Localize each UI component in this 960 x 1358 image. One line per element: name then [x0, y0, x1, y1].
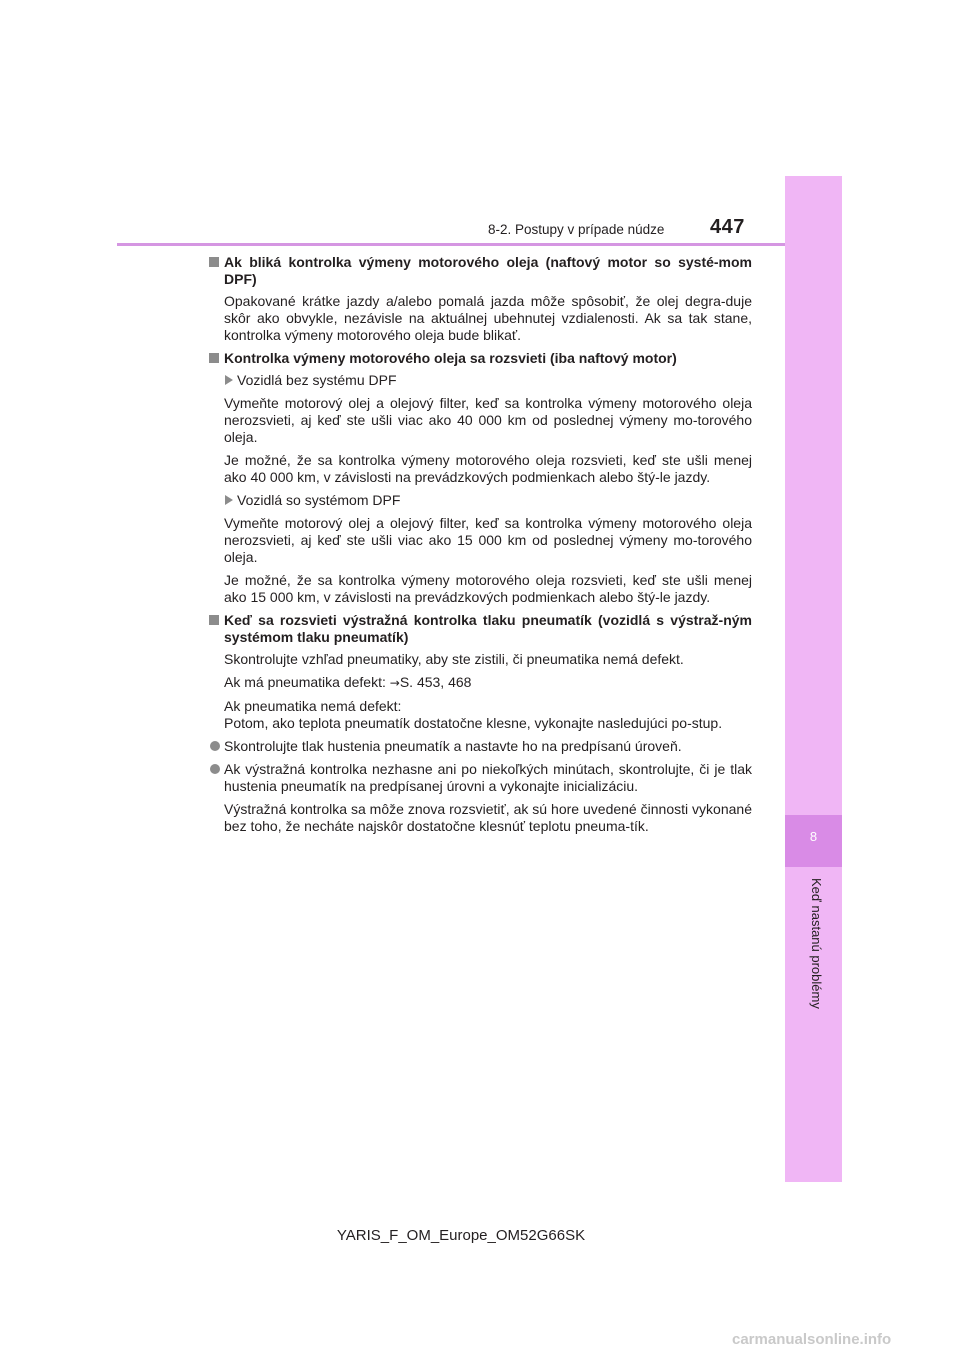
paragraph: Opakované krátke jazdy a/alebo pomalá jazda môže spôsobiť, že olej degra-duje skôr ako obvykle, nezávisle na aktuálnej ubehnutej vzdialenosti. Ak sa tak stane, kontrolka výmeny motorového oleja bude blikať.: [224, 293, 752, 343]
paragraph: Vymeňte motorový olej a olejový filter, keď sa kontrolka výmeny motorového oleja nerozsvieti, aj keď ste ušli viac ako 40 000 km od poslednej výmeny mo-torového oleja.: [224, 395, 752, 445]
circle-bullet-icon: [210, 741, 220, 751]
chapter-number: 8: [809, 829, 818, 844]
section-title: 8-2. Postupy v prípade núdze: [488, 222, 665, 237]
paragraph: Ak pneumatika nemá defekt: Potom, ako teplota pneumatík dostatočne klesne, vykonajte nasledujúci po-stup.: [224, 698, 723, 731]
arrow-right-icon: →: [389, 676, 400, 690]
footer-doc-id: YARIS_F_OM_Europe_OM52G66SK: [336, 1227, 586, 1244]
page-reference-link[interactable]: S. 453, 468: [399, 674, 472, 690]
square-bullet-icon: [209, 257, 219, 267]
paragraph: Vymeňte motorový olej a olejový filter, keď sa kontrolka výmeny motorového oleja nerozsvieti, aj keď ste ušli viac ako 15 000 km od poslednej výmeny mo-torového oleja.: [224, 515, 752, 565]
paragraph-reference: Ak má pneumatika defekt: →S. 453, 468: [224, 674, 472, 690]
triangle-arrow-icon: [225, 495, 233, 505]
chapter-side-strip: [785, 176, 842, 1182]
page-number: 447: [710, 216, 745, 238]
triangle-arrow-icon: [225, 375, 233, 385]
list-item: Ak výstražná kontrolka nezhasne ani po niekoľkých minútach, skontrolujte, či je tlak hustenia pneumatík na predpísanej úrovni a vykonajte inicializáciu.: [207, 761, 752, 795]
list-item: Skontrolujte tlak hustenia pneumatík a nastavte ho na predpísanú úroveň.: [207, 738, 752, 755]
subheading: Vozidlá so systémom DPF: [207, 492, 752, 509]
subheading: Vozidlá bez systému DPF: [207, 372, 752, 389]
square-bullet-icon: [209, 615, 219, 625]
paragraph: Je možné, že sa kontrolka výmeny motorového oleja rozsvieti, keď ste ušli menej ako 40 000 km, v závislosti na prevádzkových podmienkach alebo štý-le jazdy.: [224, 452, 752, 485]
watermark: carmanualsonline.info: [732, 1331, 892, 1348]
section-heading: Ak bliká kontrolka výmeny motorového oleja (naftový motor so systé-mom DPF): [207, 254, 752, 288]
section-heading: Keď sa rozsvieti výstražná kontrolka tlaku pneumatík (vozidlá s výstraž-ným systémom tlaku pneumatík): [207, 612, 752, 646]
chapter-label: Keď nastanú problémy: [809, 878, 824, 1009]
paragraph: Je možné, že sa kontrolka výmeny motorového oleja rozsvieti, keď ste ušli menej ako 15 000 km, v závislosti na prevádzkových podmienkach alebo štý-le jazdy.: [224, 572, 752, 605]
paragraph: Výstražná kontrolka sa môže znova rozsvietiť, ak sú hore uvedené činnosti vykonané bez toho, že necháte najskôr dostatočne klesnúť teplotu pneuma-tík.: [224, 801, 752, 834]
section-heading: Kontrolka výmeny motorového oleja sa rozsvieti (iba naftový motor): [207, 350, 752, 367]
circle-bullet-icon: [210, 764, 220, 774]
page-content: [207, 254, 752, 841]
square-bullet-icon: [209, 353, 219, 363]
header-rule: [117, 243, 785, 246]
paragraph: Skontrolujte vzhľad pneumatiky, aby ste zistili, či pneumatika nemá defekt.: [224, 651, 684, 667]
